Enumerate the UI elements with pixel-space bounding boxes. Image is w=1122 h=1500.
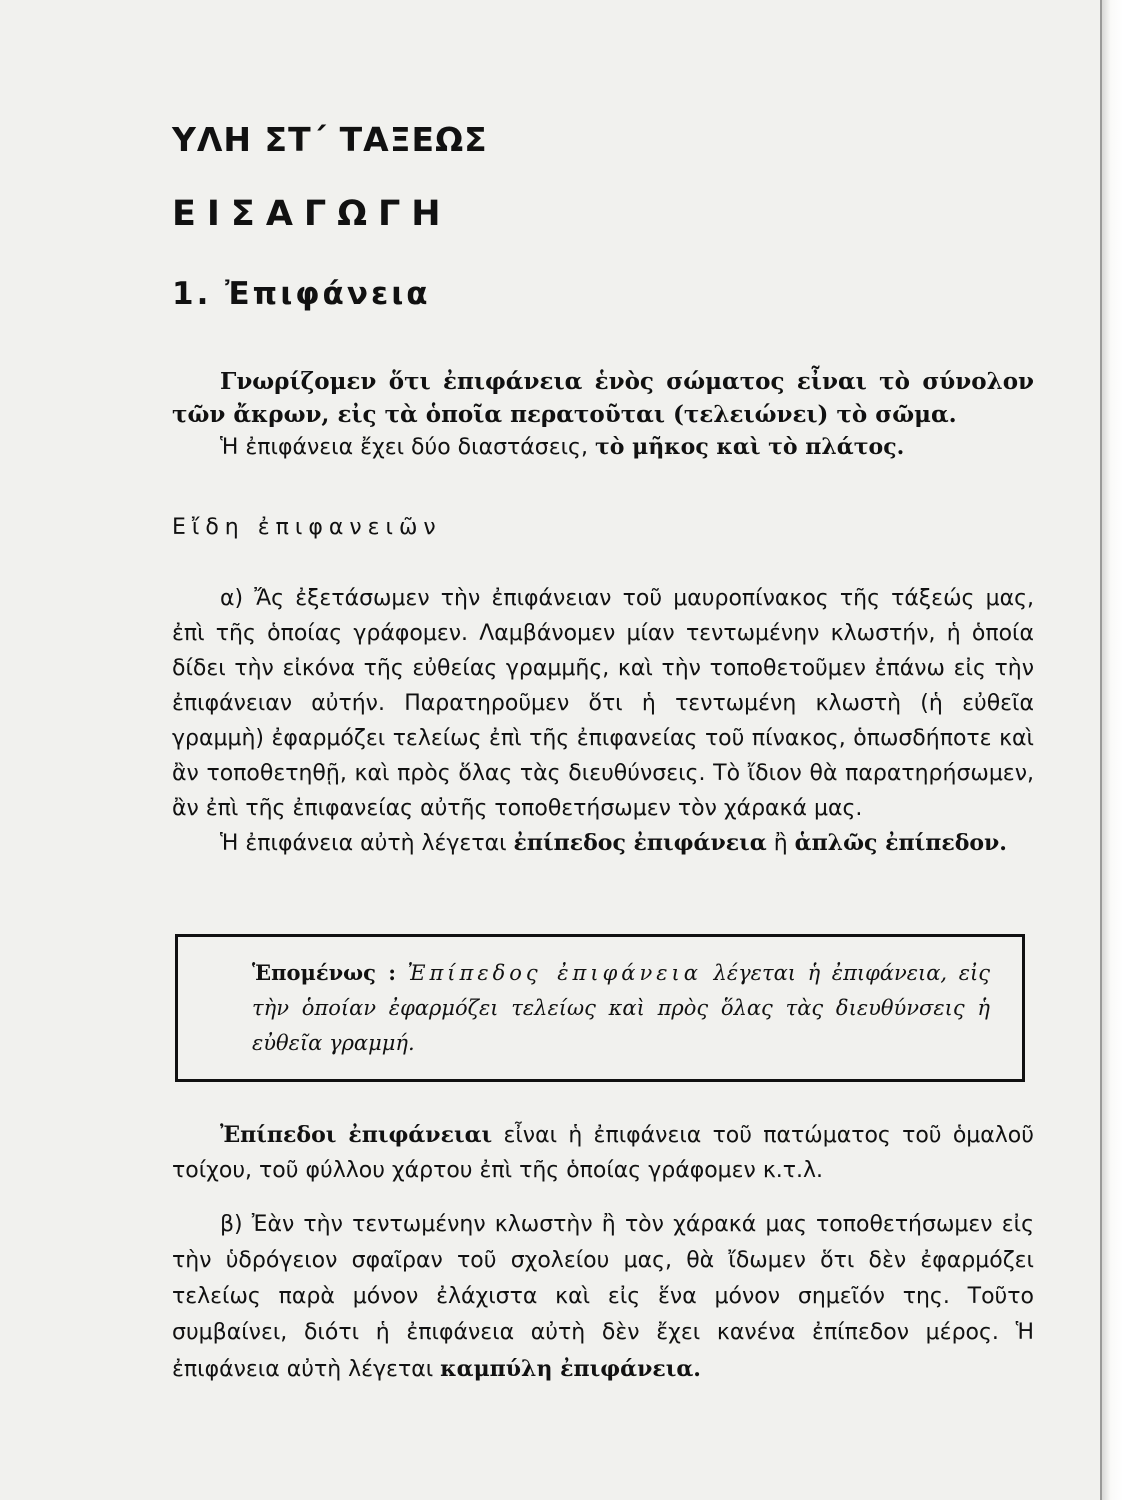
definition-label: Ἑπομένως : — [252, 960, 396, 985]
paragraph-a-conclusion-text: Ἡ ἐπιφάνεια αὐτὴ λέγεται — [220, 831, 507, 856]
paragraph-b-conclusion-text: Ἡ ἐπιφάνεια αὐτὴ λέγεται — [172, 1320, 1034, 1382]
term-plane: ἁπλῶς ἐπίπεδον. — [794, 830, 1007, 856]
paragraph-b-block — [172, 1207, 1034, 1388]
page-title: ΥΛΗ ΣΤ΄ ΤΑΞΕΩΣ — [172, 120, 488, 159]
paragraph-a: α) Ἄς ἐξετάσωμεν τὴν ἐπιφάνειαν τοῦ μαυροπίνακος τῆς τάξεώς μας, ἐπὶ τῆς ὁποίας γράφομεν. Λαμβάνομεν μίαν τεντωμένην κλωστήν, ἡ ὁποία δίδει τὴν εἰκόνα τῆς εὐθείας γραμμῆς, καὶ τὴν τοποθετοῦμεν ἐπάνω εἰς τὴν ἐπιφάνειαν αὐτήν. Παρατηροῦμεν ὅτι ἡ τεντωμένη κλωστὴ (ἡ εὐθεῖα γραμμὴ) ἐφαρμόζει τελείως ἐπὶ τῆς ἐπιφανείας τοῦ πίνακος, ὁπωσδήποτε καὶ ἂν τοποθετηθῇ, καὶ πρὸς ὅλας τὰς διευθύνσεις. Τὸ ἴδιον θὰ παρατηρήσωμεν, ἂν ἐπὶ τῆς ἐπιφανείας αὐτῆς τοποθετήσωμεν τὸν χάρακά μας. — [172, 586, 1034, 821]
definition-text: λέγεται ἡ ἐπιφάνεια, εἰς τὴν ὁποίαν ἐφαρμόζει τελείως καὶ πρὸς ὅλας τὰς διευθύνσεις ἡ εὐθεῖα γραμμή. — [252, 961, 990, 1055]
definition-term: Ἐπίπεδος ἐπιφάνεια — [407, 961, 702, 985]
definition-box — [175, 934, 1025, 1082]
section-heading: 1. Ἐπιφάνεια — [172, 276, 431, 312]
paragraph-examples-text: εἶναι ἡ ἐπιφάνεια τοῦ πατώματος τοῦ ὁμαλοῦ τοίχου, τοῦ φύλλου χάρτου ἐπὶ τῆς ὁποίας γράφομεν κ.τ.λ. — [172, 1123, 1034, 1183]
term-curved-surface: καμπύλη ἐπιφάνεια. — [440, 1356, 701, 1382]
paragraph-b-text: β) Ἐὰν τὴν τεντωμένην κλωστὴν ἢ τὸν χάρακά μας τοποθετήσωμεν εἰς τὴν ὑδρόγειον σφαῖραν τοῦ σχολείου μας, θὰ ἴδωμεν ὅτι δὲν ἐφαρμόζει τελείως παρὰ μόνον ἐλάχιστα καὶ εἰς ἕνα μόνον σημεῖόν της. Τοῦτο συμβαίνει, διότι ἡ ἐπιφάνεια αὐτὴ δὲν ἔχει κανένα ἐπίπεδον μέρος. — [172, 1212, 1034, 1345]
conjunction: ἢ — [773, 831, 788, 856]
intro-dimensions-bold: τὸ μῆκος καὶ τὸ πλάτος. — [594, 434, 905, 460]
examples-block — [172, 1118, 1034, 1188]
paragraph-a-block — [172, 581, 1034, 861]
subheading: Εἴδη ἐπιφανειῶν — [172, 515, 442, 540]
page-edge — [1100, 0, 1122, 1500]
paragraph-a-conclusion — [172, 826, 1034, 861]
intro-block — [172, 365, 1034, 464]
intro-dimensions — [172, 431, 1034, 464]
term-plane-surface: ἐπίπεδος ἐπιφάνεια — [513, 830, 767, 856]
intro-definition: Γνωρίζομεν ὅτι ἐπιφάνεια ἑνὸς σώματος εἶναι τὸ σύνολον τῶν ἄκρων, εἰς τὰ ὁποῖα περατοῦται (τελειώνει) τὸ σῶμα. — [172, 368, 1034, 428]
term-plane-surfaces: Ἐπίπεδοι ἐπιφάνειαι — [220, 1122, 493, 1148]
chapter-title: ΕΙΣΑΓΩΓΗ — [172, 194, 452, 234]
paragraph-b — [172, 1207, 1034, 1388]
paragraph-examples — [172, 1118, 1034, 1188]
intro-dimensions-text: Ἡ ἐπιφάνεια ἔχει δύο διαστάσεις, — [220, 435, 588, 460]
